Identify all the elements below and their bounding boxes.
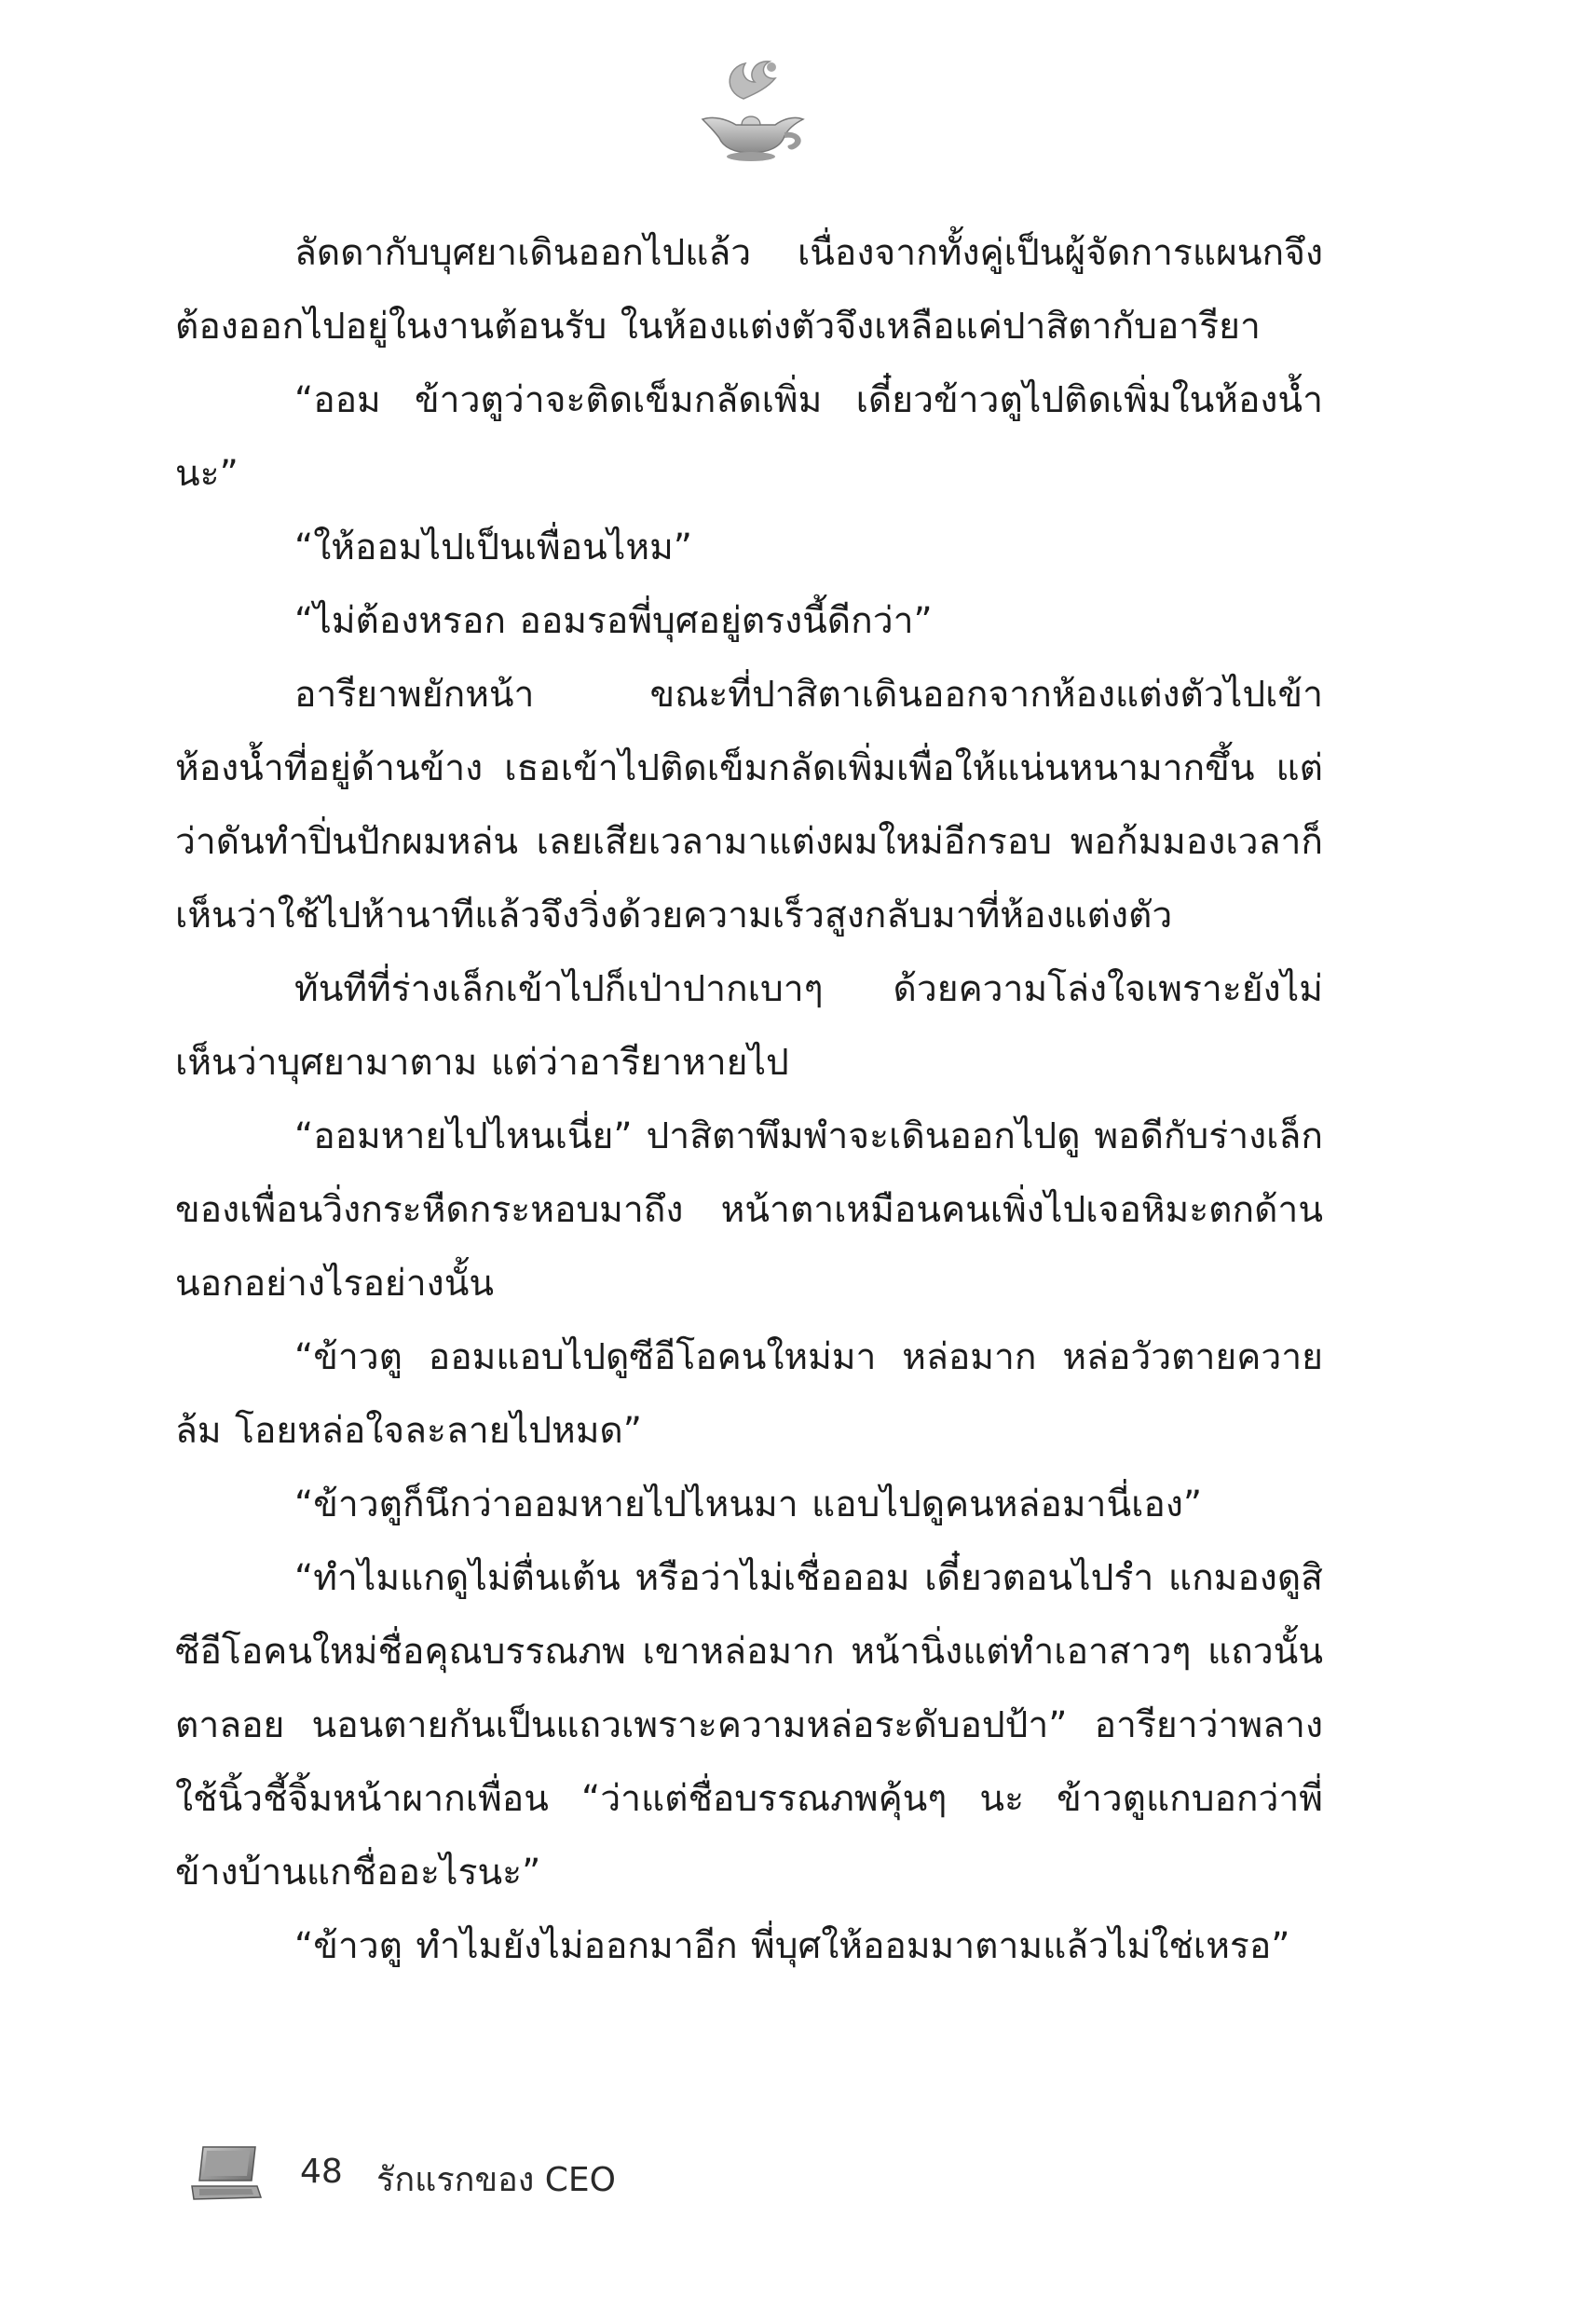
paragraph: “ไม่ต้องหรอก ออมรอพี่บุศอยู่ตรงนี้ดีกว่า” — [294, 600, 933, 642]
paragraph: ทันทีที่ร่างเล็กเข้าไปก็เป่าปากเบาๆ ด้วยความโล่งใจเพราะยังไม่เห็นว่าบุศยามาตาม แต่ว่าอารียาหายไป — [175, 968, 1323, 1084]
paragraph: “ข้าวตู ออมแอบไปดูซีอีโอคนใหม่มา หล่อมาก หล่อวัวตายควายล้ม โอยหล่อใจละลายไปหมด” — [175, 1336, 1323, 1452]
body-text — [175, 216, 1323, 1983]
laptop-icon — [190, 2143, 263, 2203]
paragraph: “ข้าวตูก็นึกว่าออมหายไปไหนมา แอบไปดูคนหล่อมานี่เอง” — [294, 1484, 1203, 1525]
paragraph: “ข้าวตู ทำไมยังไม่ออกมาอีก พี่บุศให้ออมมาตามแล้วไม่ใช่เหรอ” — [294, 1925, 1290, 1967]
paragraph: “ออมหายไปไหนเนี่ย” ปาสิตาพึมพำจะเดินออกไปดู พอดีกับร่างเล็กของเพื่อนวิ่งกระหืดกระหอบมาถึง หน้าตาเหมือนคนเพิ่งไปเจอหิมะตกด้านนอกอย่างไรอย่างนั้น — [175, 1115, 1323, 1305]
page-footer — [190, 2140, 842, 2205]
paragraph: “ทำไมแกดูไม่ตื่นเต้น หรือว่าไม่เชื่อออม เดี๋ยวตอนไปรำ แกมองดูสิ ซีอีโอคนใหม่ชื่อคุณบรรณภพ เขาหล่อมาก หน้านิ่งแต่ทำเอาสาวๆ แถวนั้นตาลอย นอนตายกันเป็นแถวเพราะความหล่อระดับอปป้า” อารียาว่าพลางใช้นิ้วชี้จิ้มหน้าผากเพื่อน “ว่าแต่ชื่อบรรณภพคุ้นๆ นะ ข้าวตูแกบอกว่าพี่ข้างบ้านแกชื่ออะไรนะ” — [175, 1557, 1323, 1894]
book-title: รักแรกของ CEO — [376, 2161, 616, 2199]
paragraph: ลัดดากับบุศยาเดินออกไปแล้ว เนื่องจากทั้งคู่เป็นผู้จัดการแผนกจึงต้องออกไปอยู่ในงานต้อนรับ ในห้องแต่งตัวจึงเหลือแค่ปาสิตากับอารียา — [175, 232, 1323, 348]
genie-lamp-icon — [686, 54, 816, 166]
page-number: 48 — [300, 2153, 343, 2191]
paragraph: “ออม ข้าวตูว่าจะติดเข็มกลัดเพิ่ม เดี๋ยวข้าวตูไปติดเพิ่มในห้องน้ำนะ” — [175, 379, 1323, 495]
paragraph: อารียาพยักหน้า ขณะที่ปาสิตาเดินออกจากห้องแต่งตัวไปเข้าห้องน้ำที่อยู่ด้านข้าง เธอเข้าไปติดเข็มกลัดเพิ่มเพื่อให้แน่นหนามากขึ้น แต่ว่าดันทำปิ่นปักผมหล่น เลยเสียเวลามาแต่งผมใหม่อีกรอบ พอก้มมองเวลาก็เห็นว่าใช้ไปห้านาทีแล้วจึงวิ่งด้วยความเร็วสูงกลับมาที่ห้องแต่งตัว — [175, 674, 1323, 937]
paragraph: “ให้ออมไปเป็นเพื่อนไหม” — [294, 526, 692, 568]
